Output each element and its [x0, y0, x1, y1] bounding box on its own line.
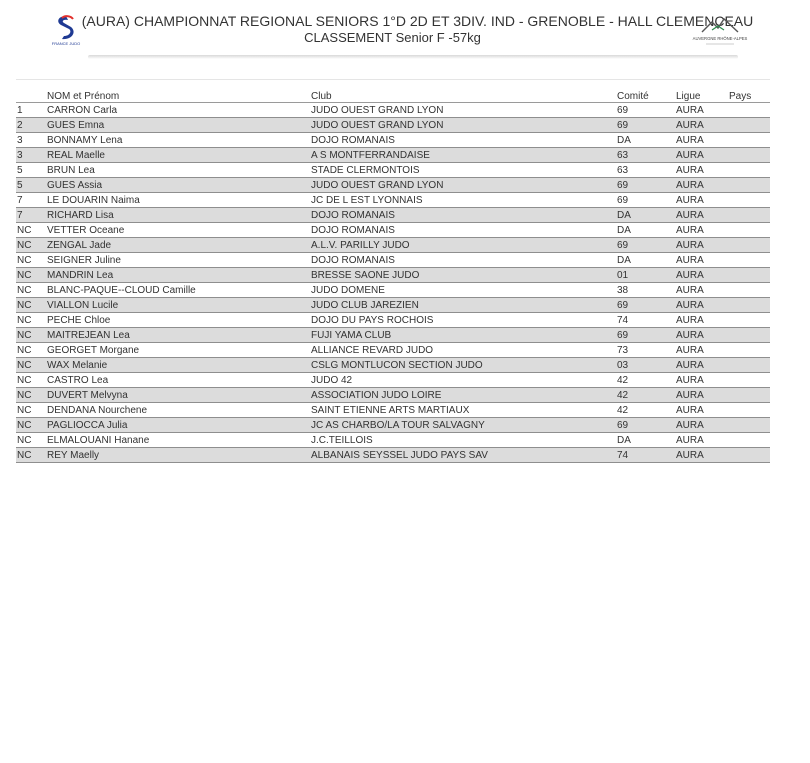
cell-name: REY Maelly	[47, 449, 100, 461]
col-header-club: Club	[311, 91, 332, 102]
table-row	[16, 103, 770, 118]
cell-rank: 7	[17, 209, 23, 221]
cell-ligue: AURA	[676, 104, 704, 116]
cell-comite: 42	[617, 389, 629, 401]
cell-ligue: AURA	[676, 119, 704, 131]
cell-club: JUDO OUEST GRAND LYON	[311, 179, 444, 191]
cell-pays	[728, 193, 770, 208]
cell-rank: NC	[17, 389, 32, 401]
cell-comite: 38	[617, 284, 629, 296]
cell-club: FUJI YAMA CLUB	[311, 329, 392, 341]
cell-club: ALLIANCE REVARD JUDO	[311, 344, 434, 356]
cell-club: DOJO DU PAYS ROCHOIS	[311, 314, 434, 326]
cell-ligue: AURA	[676, 389, 704, 401]
cell-rank: NC	[17, 359, 32, 371]
cell-name: GUES Assia	[47, 179, 103, 191]
cell-club: DOJO ROMANAIS	[311, 224, 395, 236]
cell-club: JC AS CHARBO/LA TOUR SALVAGNY	[311, 419, 485, 431]
cell-ligue: AURA	[676, 164, 704, 176]
cell-pays	[728, 238, 770, 253]
table-row	[16, 193, 770, 208]
cell-club: ALBANAIS SEYSSEL JUDO PAYS SAV	[311, 449, 488, 461]
cell-pays	[728, 268, 770, 283]
cell-comite: 69	[617, 419, 629, 431]
table-row	[16, 358, 770, 373]
col-header-pays: Pays	[729, 91, 752, 102]
cell-comite: DA	[617, 434, 631, 446]
cell-comite: DA	[617, 209, 631, 221]
cell-rank: NC	[17, 374, 32, 386]
table-row	[16, 448, 770, 463]
cell-club: A.L.V. PARILLY JUDO	[311, 239, 410, 251]
cell-ligue: AURA	[676, 209, 704, 221]
results-body	[16, 103, 770, 463]
cell-ligue: AURA	[676, 434, 704, 446]
cell-rank: NC	[17, 404, 32, 416]
cell-name: DUVERT Melvyna	[47, 389, 128, 401]
cell-club: BRESSE SAONE JUDO	[311, 269, 420, 281]
table-row	[16, 268, 770, 283]
cell-ligue: AURA	[676, 284, 704, 296]
svg-text:FRANCE JUDO: FRANCE JUDO	[51, 41, 81, 46]
cell-pays	[728, 103, 770, 118]
cell-comite: 03	[617, 359, 629, 371]
table-row	[16, 343, 770, 358]
cell-pays	[728, 223, 770, 238]
cell-ligue: AURA	[676, 344, 704, 356]
cell-pays	[728, 388, 770, 403]
table-row	[16, 328, 770, 343]
cell-club: STADE CLERMONTOIS	[311, 164, 420, 176]
cell-ligue: AURA	[676, 329, 704, 341]
cell-ligue: AURA	[676, 314, 704, 326]
cell-comite: 69	[617, 179, 629, 191]
table-row	[16, 418, 770, 433]
cell-rank: 7	[17, 194, 23, 206]
cell-rank: NC	[17, 344, 32, 356]
cell-pays	[728, 403, 770, 418]
cell-comite: 69	[617, 299, 629, 311]
cell-ligue: AURA	[676, 239, 704, 251]
cell-ligue: AURA	[676, 254, 704, 266]
table-row	[16, 403, 770, 418]
cell-club: A S MONTFERRANDAISE	[311, 149, 430, 161]
cell-ligue: AURA	[676, 224, 704, 236]
cell-pays	[728, 133, 770, 148]
cell-pays	[728, 418, 770, 433]
cell-rank: NC	[17, 419, 32, 431]
cell-name: CASTRO Lea	[47, 374, 109, 386]
cell-comite: DA	[617, 254, 631, 266]
cell-ligue: AURA	[676, 404, 704, 416]
cell-name: BONNAMY Lena	[47, 134, 123, 146]
cell-rank: NC	[17, 239, 32, 251]
cell-ligue: AURA	[676, 149, 704, 161]
cell-club: JUDO 42	[311, 374, 353, 386]
table-row	[16, 433, 770, 448]
cell-pays	[728, 178, 770, 193]
table-row	[16, 298, 770, 313]
cell-comite: 01	[617, 269, 629, 281]
cell-rank: 1	[17, 104, 23, 116]
cell-club: J.C.TEILLOIS	[311, 434, 373, 446]
table-row	[16, 148, 770, 163]
cell-rank: NC	[17, 299, 32, 311]
col-header-name: NOM et Prénom	[47, 91, 120, 102]
cell-ligue: AURA	[676, 179, 704, 191]
cell-pays	[728, 358, 770, 373]
cell-club: JUDO DOMENE	[311, 284, 385, 296]
cell-club: JC DE L EST LYONNAIS	[311, 194, 423, 206]
cell-club: DOJO ROMANAIS	[311, 254, 395, 266]
cell-rank: NC	[17, 224, 32, 236]
cell-name: MANDRIN Lea	[47, 269, 114, 281]
col-header-comite: Comité	[617, 91, 649, 102]
cell-name: GUES Emna	[47, 119, 105, 131]
cell-ligue: AURA	[676, 134, 704, 146]
cell-club: CSLG MONTLUCON SECTION JUDO	[311, 359, 483, 371]
table-row	[16, 373, 770, 388]
cell-pays	[728, 148, 770, 163]
cell-comite: 42	[617, 404, 629, 416]
table-header-row	[16, 88, 770, 103]
cell-name: ELMALOUANI Hanane	[47, 434, 150, 446]
svg-text:AUVERGNE RHÔNE-ALPES: AUVERGNE RHÔNE-ALPES	[692, 36, 748, 41]
cell-rank: NC	[17, 254, 32, 266]
cell-comite: 63	[617, 149, 629, 161]
table-row	[16, 313, 770, 328]
cell-name: BRUN Lea	[47, 164, 95, 176]
cell-pays	[728, 448, 770, 463]
cell-ligue: AURA	[676, 419, 704, 431]
col-header-ligue: Ligue	[676, 91, 701, 102]
cell-name: VETTER Oceane	[47, 224, 125, 236]
cell-rank: NC	[17, 329, 32, 341]
cell-rank: NC	[17, 284, 32, 296]
table-row	[16, 118, 770, 133]
cell-pays	[728, 208, 770, 223]
table-row	[16, 163, 770, 178]
cell-name: BLANC-PAQUE--CLOUD Camille	[47, 284, 196, 296]
cell-club: JUDO OUEST GRAND LYON	[311, 119, 444, 131]
cell-club: ASSOCIATION JUDO LOIRE	[311, 389, 442, 401]
table-row	[16, 133, 770, 148]
cell-ligue: AURA	[676, 194, 704, 206]
section-divider	[16, 79, 770, 80]
results-table	[16, 88, 770, 463]
cell-pays	[728, 163, 770, 178]
page-title: (AURA) CHAMPIONNAT REGIONAL SENIORS 1°D 2D ET 3DIV. IND - GRENOBLE - HALL CLEMENCEAU	[81, 13, 754, 29]
header-underline	[88, 55, 738, 59]
cell-rank: 5	[17, 179, 23, 191]
auvergne-rhone-alpes-logo	[692, 14, 748, 50]
cell-name: ZENGAL Jade	[47, 239, 112, 251]
cell-club: DOJO ROMANAIS	[311, 134, 395, 146]
cell-comite: 69	[617, 329, 629, 341]
table-row	[16, 178, 770, 193]
cell-rank: 2	[17, 119, 23, 131]
table-row	[16, 223, 770, 238]
cell-club: DOJO ROMANAIS	[311, 209, 395, 221]
cell-pays	[728, 283, 770, 298]
cell-name: PAGLIOCCA Julia	[47, 419, 128, 431]
cell-pays	[728, 313, 770, 328]
page-subtitle: CLASSEMENT Senior F -57kg	[304, 30, 481, 45]
cell-pays	[728, 298, 770, 313]
cell-ligue: AURA	[676, 374, 704, 386]
cell-comite: 63	[617, 164, 629, 176]
cell-name: GEORGET Morgane	[47, 344, 140, 356]
cell-ligue: AURA	[676, 299, 704, 311]
cell-name: VIALLON Lucile	[47, 299, 119, 311]
cell-comite: 74	[617, 314, 629, 326]
cell-rank: 3	[17, 149, 23, 161]
cell-pays	[728, 328, 770, 343]
cell-name: DENDANA Nourchene	[47, 404, 148, 416]
cell-pays	[728, 373, 770, 388]
cell-name: PECHE Chloe	[47, 314, 111, 326]
cell-pays	[728, 253, 770, 268]
cell-comite: 69	[617, 104, 629, 116]
cell-pays	[728, 343, 770, 358]
cell-name: CARRON Carla	[47, 104, 118, 116]
cell-name: REAL Maelle	[47, 149, 105, 161]
cell-club: SAINT ETIENNE ARTS MARTIAUX	[311, 404, 470, 416]
table-row	[16, 283, 770, 298]
cell-rank: 5	[17, 164, 23, 176]
cell-pays	[728, 118, 770, 133]
table-row	[16, 208, 770, 223]
cell-ligue: AURA	[676, 449, 704, 461]
cell-pays	[728, 433, 770, 448]
cell-rank: NC	[17, 269, 32, 281]
cell-rank: 3	[17, 134, 23, 146]
cell-name: SEIGNER Juline	[47, 254, 121, 266]
cell-name: RICHARD Lisa	[47, 209, 114, 221]
cell-rank: NC	[17, 449, 32, 461]
table-row	[16, 388, 770, 403]
cell-comite: 69	[617, 119, 629, 131]
cell-comite: 69	[617, 239, 629, 251]
cell-comite: 73	[617, 344, 629, 356]
cell-comite: DA	[617, 134, 631, 146]
cell-name: WAX Melanie	[47, 359, 108, 371]
cell-comite: 69	[617, 194, 629, 206]
table-row	[16, 253, 770, 268]
cell-ligue: AURA	[676, 269, 704, 281]
cell-comite: 74	[617, 449, 629, 461]
cell-club: JUDO CLUB JAREZIEN	[311, 299, 419, 311]
cell-comite: 42	[617, 374, 629, 386]
cell-rank: NC	[17, 434, 32, 446]
table-row	[16, 238, 770, 253]
cell-name: MAITREJEAN Lea	[47, 329, 130, 341]
cell-club: JUDO OUEST GRAND LYON	[311, 104, 444, 116]
col-header-rank	[16, 88, 46, 103]
cell-name: LE DOUARIN Naima	[47, 194, 140, 206]
cell-ligue: AURA	[676, 359, 704, 371]
cell-comite: DA	[617, 224, 631, 236]
cell-rank: NC	[17, 314, 32, 326]
